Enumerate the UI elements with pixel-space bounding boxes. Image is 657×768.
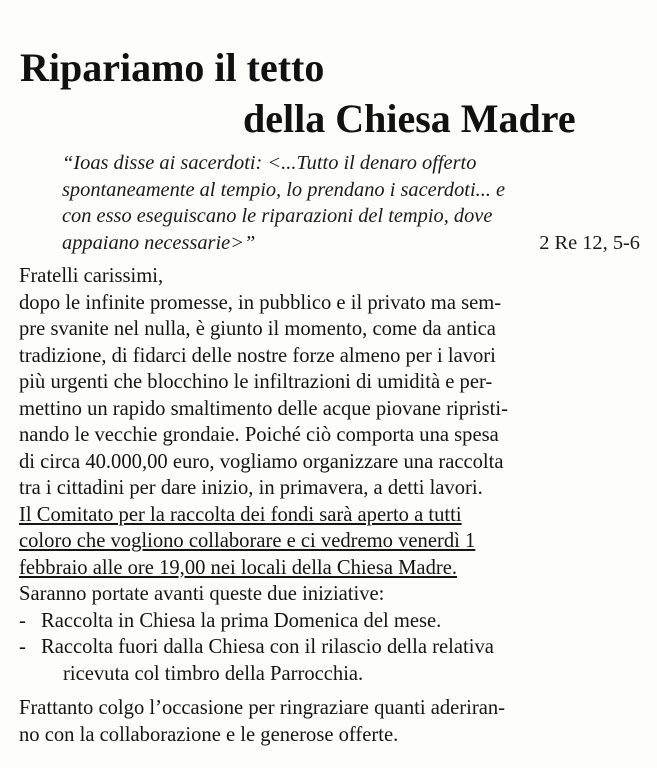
quote-line: con esso eseguiscano le riparazioni del tempio, dove bbox=[62, 205, 493, 227]
paragraph-line: nando le vecchie grondaie. Poiché ciò comporta una spesa bbox=[19, 424, 499, 446]
committee-line: febbraio alle ore 19,00 nei locali della Chiesa Madre. bbox=[19, 556, 458, 579]
page-title-line-2: della Chiesa Madre bbox=[243, 96, 576, 141]
scripture-reference: 2 Re 12, 5-6 bbox=[539, 231, 640, 254]
epigraph-quote bbox=[62, 150, 642, 256]
paragraph-line: di circa 40.000,00 euro, vogliamo organizzare una raccolta bbox=[19, 450, 504, 473]
list-item-text: ricevuta col timbro della Parrocchia. bbox=[63, 662, 364, 685]
greeting: Fratelli carissimi, bbox=[19, 265, 164, 287]
list-item bbox=[19, 608, 644, 635]
quote-line: “Ioas disse ai sacerdoti: <...Tutto il denaro offerto bbox=[62, 152, 477, 174]
committee-announcement bbox=[19, 502, 644, 582]
list-dash: - bbox=[19, 609, 26, 632]
letter-body bbox=[19, 263, 644, 748]
initiatives-list bbox=[19, 608, 644, 688]
initiatives-intro: Saranno portate avanti queste due iniziative: bbox=[19, 583, 385, 605]
paragraph-line: pre svanite nel nulla, è giunto il momento, come da antica bbox=[19, 318, 496, 340]
closing-line: Frattanto colgo l’occasione per ringraziare quanti aderiran- bbox=[19, 697, 506, 719]
main-paragraph bbox=[19, 290, 644, 502]
paragraph-line: dopo le infinite promesse, in pubblico e il privato ma sem- bbox=[19, 291, 502, 314]
quote-line: appaiano necessarie>” bbox=[62, 231, 256, 254]
page-title-line-1: Ripariamo il tetto bbox=[20, 45, 325, 90]
committee-line: coloro che vogliono collaborare e ci vedremo venerdì 1 bbox=[19, 530, 476, 552]
list-dash: - bbox=[19, 636, 26, 658]
paragraph-line: tradizione, di fidarci delle nostre forze almeno per i lavori bbox=[19, 344, 496, 367]
list-item-text: Raccolta fuori dalla Chiesa con il rilascio della relativa bbox=[41, 636, 494, 658]
list-item-text: Raccolta in Chiesa la prima Domenica del mese. bbox=[41, 609, 442, 632]
paragraph-line: tra i cittadini per dare inizio, in primavera, a detti lavori. bbox=[19, 477, 483, 499]
closing-line-cut: no con la collaborazione e le generose offerte. bbox=[19, 723, 399, 746]
committee-line: Il Comitato per la raccolta dei fondi sarà aperto a tutti bbox=[19, 503, 462, 526]
paragraph-line: mettino un rapido smaltimento delle acque piovane ripristi- bbox=[19, 397, 508, 420]
list-item bbox=[19, 634, 644, 687]
paragraph-line: più urgenti che blocchino le infiltrazioni di umidità e per- bbox=[19, 371, 493, 393]
closing-paragraph bbox=[19, 695, 644, 748]
quote-line: spontaneamente al tempio, lo prendano i sacerdoti... e bbox=[62, 178, 506, 201]
